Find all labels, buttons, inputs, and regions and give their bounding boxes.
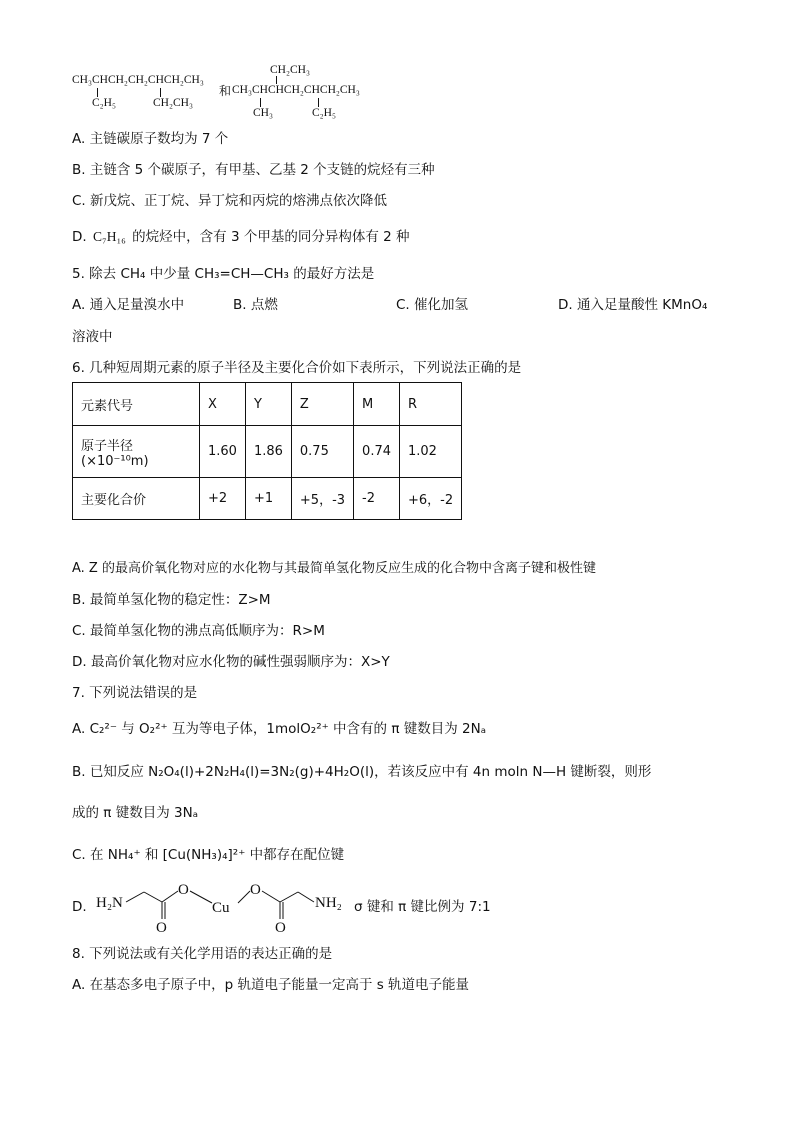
table-cell: -2 bbox=[354, 478, 400, 520]
structure-right-top: CH₂CH₃ bbox=[270, 64, 310, 76]
table-row-label: 主要化合价 bbox=[73, 478, 200, 520]
copper-atom: Cu bbox=[212, 900, 230, 916]
q6-option-a: A. Z 的最高价氧化物对应的水化物与其最简单氢化物反应生成的化合物中含离子键和极性键 bbox=[72, 561, 596, 576]
q4-option-a: A. 主链碳原子数均为 7 个 bbox=[72, 131, 229, 147]
q7-option-b-line1: B. 已知反应 N₂O₄(l)+2N₂H₄(l)=3N₂(g)+4H₂O(l)，若该反应中有 4n moln N—H 键断裂，则形 bbox=[72, 764, 652, 780]
structure-left-sub2: CH₂CH₃ bbox=[153, 97, 193, 109]
table-cell: 0.74 bbox=[354, 426, 400, 478]
table-header-cell: X bbox=[200, 383, 246, 426]
table-header-cell: Z bbox=[291, 383, 353, 426]
q4-option-c: C. 新戊烷、正丁烷、异丁烷和丙烷的熔沸点依次降低 bbox=[72, 193, 388, 209]
q4-option-b: B. 主链含 5 个碳原子，有甲基、乙基 2 个支链的烷烃有三种 bbox=[72, 162, 435, 178]
table-row bbox=[73, 383, 462, 426]
q5-stem: 5. 除去 CH₄ 中少量 CH₃=CH—CH₃ 的最好方法是 bbox=[72, 266, 375, 282]
amino-group-left: H₂N bbox=[96, 895, 123, 911]
table-row-label: 原子半径(×10⁻¹⁰m) bbox=[73, 426, 200, 478]
q7-option-d-label: D. bbox=[72, 899, 87, 915]
carbonyl-oxygen: O bbox=[275, 920, 286, 936]
q7-stem: 7. 下列说法错误的是 bbox=[72, 685, 198, 701]
table-header-cell: Y bbox=[245, 383, 291, 426]
bond-line bbox=[160, 88, 161, 97]
q4-option-d-text: 的烷烃中，含有 3 个甲基的同分异构体有 2 种 bbox=[132, 229, 410, 245]
q6-option-c: C. 最简单氢化物的沸点高低顺序为：R>M bbox=[72, 623, 325, 639]
q6-option-b: B. 最简单氢化物的稳定性：Z>M bbox=[72, 592, 271, 608]
q5-option-b: B. 点燃 bbox=[233, 297, 278, 313]
formula-c7h16: C₇H₁₆ bbox=[92, 229, 126, 244]
bond-line bbox=[276, 76, 277, 84]
q4-option-d bbox=[72, 228, 410, 246]
q7-option-b-line2: 成的 π 键数目为 3Nₐ bbox=[72, 805, 198, 821]
oxygen-atom: O bbox=[178, 882, 189, 898]
table-cell: +6，-2 bbox=[400, 478, 462, 520]
oxygen-atom: O bbox=[250, 882, 261, 898]
structure-right-sub1: CH₃ bbox=[253, 107, 273, 119]
q8-option-a: A. 在基态多电子原子中，p 轨道电子能量一定高于 s 轨道电子能量 bbox=[72, 977, 470, 993]
table-cell: +2 bbox=[200, 478, 246, 520]
structure-right-sub2: C₂H₅ bbox=[312, 107, 336, 119]
table-cell: +1 bbox=[245, 478, 291, 520]
bond-line bbox=[260, 98, 261, 107]
q5-option-d-continued: 溶液中 bbox=[72, 329, 113, 345]
table-header-cell: 元素代号 bbox=[73, 383, 200, 426]
element-table bbox=[72, 382, 462, 520]
table-row bbox=[73, 478, 462, 520]
amino-group-right: NH₂ bbox=[315, 895, 342, 911]
q6-option-d: D. 最高价氧化物对应水化物的碱性强弱顺序为：X>Y bbox=[72, 654, 390, 670]
q7-option-d-text: σ 键和 π 键比例为 7:1 bbox=[354, 899, 491, 915]
structure-left-main: CH₃CHCH₂CH₂CHCH₂CH₃ bbox=[72, 74, 204, 86]
table-cell: 0.75 bbox=[291, 426, 353, 478]
structure-left-sub1: C₂H₅ bbox=[92, 97, 116, 109]
bond-line bbox=[97, 88, 98, 97]
q5-option-d: D. 通入足量酸性 KMnO₄ bbox=[558, 297, 708, 313]
q5-option-a: A. 通入足量溴水中 bbox=[72, 297, 185, 313]
table-header-cell: M bbox=[354, 383, 400, 426]
q7-option-c: C. 在 NH₄⁺ 和 [Cu(NH₃)₄]²⁺ 中都存在配位键 bbox=[72, 847, 345, 863]
q8-stem: 8. 下列说法或有关化学用语的表达正确的是 bbox=[72, 946, 333, 962]
glycine-copper-structure bbox=[92, 877, 362, 937]
structure-right-main: CH₃CHCHCH₂CHCH₂CH₃ bbox=[232, 84, 360, 96]
carbonyl-oxygen: O bbox=[156, 920, 167, 936]
q6-stem: 6. 几种短周期元素的原子半径及主要化合价如下表所示，下列说法正确的是 bbox=[72, 360, 522, 376]
table-header-cell: R bbox=[400, 383, 462, 426]
q5-option-c: C. 催化加氢 bbox=[396, 297, 469, 313]
table-cell: 1.60 bbox=[200, 426, 246, 478]
table-row bbox=[73, 426, 462, 478]
conjunction: 和 bbox=[219, 84, 232, 98]
bond-line bbox=[318, 98, 319, 107]
table-cell: 1.86 bbox=[245, 426, 291, 478]
table-cell: +5，-3 bbox=[291, 478, 353, 520]
q7-option-a: A. C₂²⁻ 与 O₂²⁺ 互为等电子体，1molO₂²⁺ 中含有的 π 键数目为 2Nₐ bbox=[72, 721, 486, 737]
q4-option-d-label: D. bbox=[72, 229, 87, 245]
table-cell: 1.02 bbox=[400, 426, 462, 478]
